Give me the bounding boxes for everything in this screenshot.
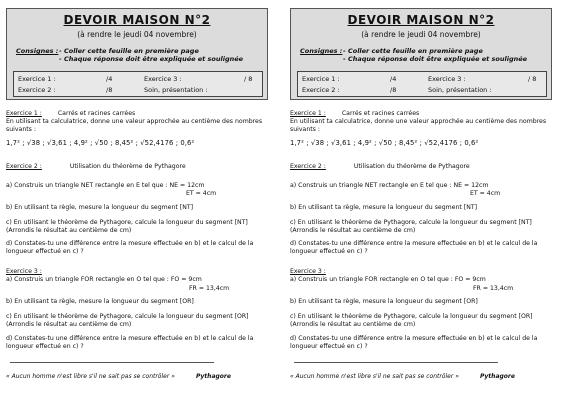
ex2-question-b: b) En utilisant ta règle, mesure la longueur du segment [NT] (290, 204, 478, 211)
ex3-label: Exercice 3 : (290, 268, 326, 275)
ex2-question-d: d) Constates-tu une différence entre la mesure effectuée en b) et le calcul de la longueur effectué en c) ? (6, 240, 254, 255)
score-ex1-label: Exercice 1 : (18, 75, 56, 83)
ex3-question-c: c) En utilisant le théorème de Pythagore, calcule la longueur du segment [OR] (Arrondis le résultat au centième de cm) (290, 313, 533, 328)
ex2-heading (6, 163, 186, 170)
ex1-heading (290, 110, 419, 117)
ex1-numbers: 1,7² ; √38 ; √3,61 ; 4,9² ; √50 ; 8,45² ; √52,4176 ; 0,6² (290, 139, 479, 147)
page-title: DEVOIR MAISON N°2 (347, 13, 495, 27)
score-box (13, 71, 263, 97)
score-soin-label: Soin, présentation : (144, 86, 208, 94)
worksheet-right (290, 8, 560, 396)
score-ex2-label: Exercice 2 : (18, 86, 56, 94)
ex1-numbers: 1,7² ; √38 ; √3,61 ; 4,9² ; √50 ; 8,45² ; √52,4176 ; 0,6² (6, 139, 195, 147)
ex1-label: Exercice 1 : (6, 110, 42, 117)
consignes-label: Consignes : (16, 47, 59, 55)
ex3-label: Exercice 3 : (6, 268, 42, 275)
ex2-question-b: b) En utilisant ta règle, mesure la longueur du segment [NT] (6, 204, 194, 211)
ex2-question-c: c) En utilisant le théorème de Pythagore, calcule la longueur du segment [NT] (Arrondis le résultat au centième de cm) (290, 219, 532, 234)
header-box (6, 8, 268, 100)
due-date-subtitle: (à rendre le jeudi 04 novembre) (361, 30, 481, 39)
ex3-question-b: b) En utilisant ta règle, mesure la longueur du segment [OR] (290, 298, 478, 305)
divider-line (10, 362, 214, 363)
ex2-question-a-2: ET = 4cm (186, 190, 217, 197)
header-box (290, 8, 552, 100)
ex1-title: Carrés et racines carrées (57, 110, 136, 117)
ex3-question-b: b) En utilisant ta règle, mesure la longueur du segment [OR] (6, 298, 194, 305)
ex2-label: Exercice 2 : (6, 163, 42, 170)
quote-author: Pythagore (196, 373, 231, 380)
consigne-item: - Coller cette feuille en première page (59, 47, 199, 55)
quote: « Aucun homme n'est libre s'il ne sait pas se contrôler » (6, 373, 175, 380)
consigne-item: - Chaque réponse doit être expliquée et soulignée (343, 55, 528, 63)
score-ex3-value: / 8 (244, 75, 253, 83)
score-ex2-value: /8 (106, 86, 113, 94)
score-ex3-label: Exercice 3 : (144, 75, 182, 83)
worksheet-left (6, 8, 276, 396)
ex1-instruction: En utilisant ta calculatrice, donne une valeur approchée au centième des nombres suivants : (290, 118, 547, 133)
ex3-question-a-2: FR = 13,4cm (189, 285, 230, 292)
ex2-question-a: a) Construis un triangle NET rectangle en E tel que : NE = 12cm (6, 182, 205, 189)
ex2-question-a: a) Construis un triangle NET rectangle en E tel que : NE = 12cm (290, 182, 489, 189)
ex3-question-d: d) Constates-tu une différence entre la mesure effectuée en b) et le calcul de la longueur effectué en c) ? (290, 335, 538, 350)
consigne-item: - Coller cette feuille en première page (343, 47, 483, 55)
quote: « Aucun homme n'est libre s'il ne sait pas se contrôler » (290, 373, 459, 380)
ex2-heading (290, 163, 470, 170)
ex2-question-a-2: ET = 4cm (470, 190, 501, 197)
ex2-title: Utilisation du théorème de Pythagore (69, 163, 186, 170)
ex1-title: Carrés et racines carrées (341, 110, 420, 117)
ex3-question-a: a) Construis un triangle FOR rectangle en O tel que : FO = 9cm (290, 276, 486, 283)
score-ex1-label: Exercice 1 : (302, 75, 340, 83)
score-ex1-value: /4 (390, 75, 397, 83)
divider-line (294, 362, 498, 363)
score-ex2-label: Exercice 2 : (302, 86, 340, 94)
page-title: DEVOIR MAISON N°2 (63, 13, 211, 27)
ex1-instruction: En utilisant ta calculatrice, donne une valeur approchée au centième des nombres suivants : (6, 118, 263, 133)
ex1-heading (6, 110, 135, 117)
ex2-question-c: c) En utilisant le théorème de Pythagore, calcule la longueur du segment [NT] (Arrondis le résultat au centième de cm) (6, 219, 248, 234)
ex3-question-a: a) Construis un triangle FOR rectangle en O tel que : FO = 9cm (6, 276, 202, 283)
consignes-label: Consignes : (300, 47, 343, 55)
ex2-question-d: d) Constates-tu une différence entre la mesure effectuée en b) et le calcul de la longueur effectué en c) ? (290, 240, 538, 255)
consigne-item: - Chaque réponse doit être expliquée et soulignée (59, 55, 244, 63)
due-date-subtitle: (à rendre le jeudi 04 novembre) (77, 30, 197, 39)
ex1-label: Exercice 1 : (290, 110, 326, 117)
ex2-title: Utilisation du théorème de Pythagore (353, 163, 470, 170)
score-ex3-label: Exercice 3 : (428, 75, 466, 83)
ex3-question-d: d) Constates-tu une différence entre la mesure effectuée en b) et le calcul de la longueur effectué en c) ? (6, 335, 254, 350)
score-ex3-value: / 8 (528, 75, 537, 83)
score-ex2-value: /8 (390, 86, 397, 94)
score-box (297, 71, 547, 97)
score-soin-label: Soin, présentation : (428, 86, 492, 94)
quote-author: Pythagore (480, 373, 515, 380)
ex3-question-a-2: FR = 13,4cm (473, 285, 514, 292)
ex2-label: Exercice 2 : (290, 163, 326, 170)
ex3-question-c: c) En utilisant le théorème de Pythagore, calcule la longueur du segment [OR] (Arrondis le résultat au centième de cm) (6, 313, 249, 328)
score-ex1-value: /4 (106, 75, 113, 83)
